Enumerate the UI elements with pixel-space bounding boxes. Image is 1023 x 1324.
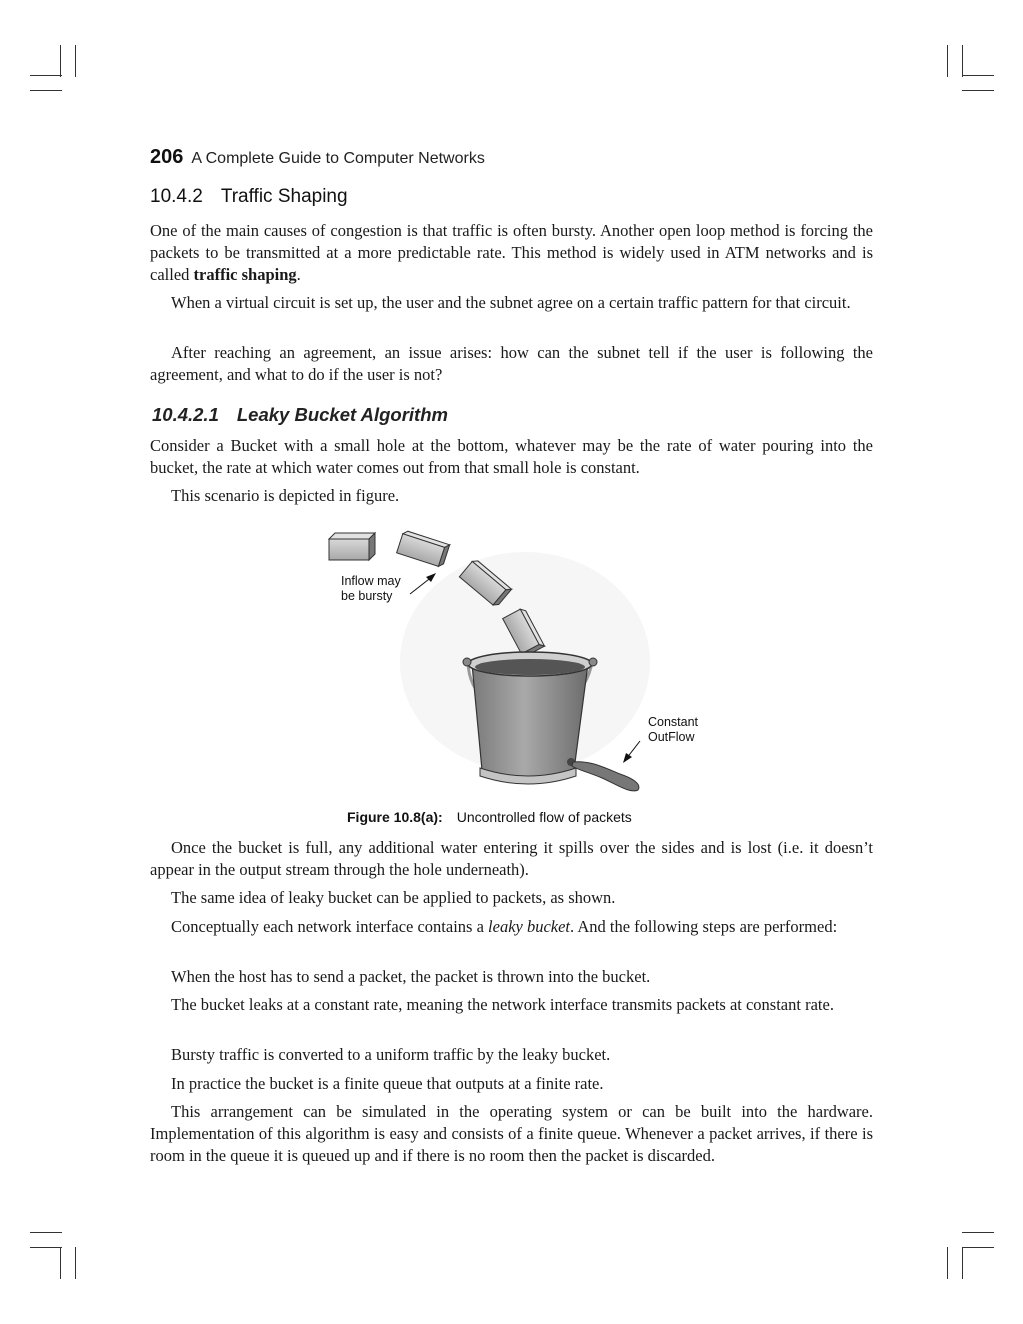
inflow-label <box>341 574 401 604</box>
section-number: 10.4.2 <box>150 186 203 207</box>
bucket-illustration <box>320 522 720 800</box>
paragraph: Consider a Bucket with a small hole at the bottom, whatever may be the rate of water pouring into the bucket, the rate at which water comes out from that small hole is constant. <box>150 436 873 477</box>
inflow-label-line: be bursty <box>341 589 393 603</box>
crop-mark <box>30 1232 62 1233</box>
paragraph-text: . <box>296 265 301 284</box>
crop-mark <box>30 1247 62 1248</box>
paragraph: This arrangement can be simulated in the operating system or can be built into the hardware. Implementation of this algorithm is easy and consists of a finite queue. Whenever a packet arrives, if there is room in the queue it is queued up and if there is no room then the packet is discarded. <box>150 1102 873 1165</box>
paragraph: The same idea of leaky bucket can be applied to packets, as shown. <box>171 888 616 907</box>
crop-mark <box>962 75 994 76</box>
crop-mark <box>947 1247 948 1279</box>
crop-mark <box>962 45 963 77</box>
crop-mark <box>962 1247 963 1279</box>
outflow-label-line: Constant <box>648 715 699 729</box>
crop-mark <box>947 45 948 77</box>
packet-1 <box>329 533 375 560</box>
subsection-heading <box>152 404 448 426</box>
italic-term: leaky bucket <box>488 917 571 936</box>
outflow-stream <box>567 758 639 791</box>
figure-number: Figure 10.8(a): <box>347 809 443 825</box>
paragraph: When the host has to send a packet, the packet is thrown into the bucket. <box>171 967 651 986</box>
paragraph-text: One of the main causes of congestion is that traffic is often bursty. Another open loop method is forcing the packets to be transmitted at a more predictable rate. This method is widely used in ATM networks and is called <box>150 221 873 284</box>
paragraph <box>150 220 873 286</box>
paragraph-text: Conceptually each network interface contains a <box>171 917 489 936</box>
packet-2 <box>397 530 450 568</box>
crop-mark <box>962 1247 994 1248</box>
section-title: Traffic Shaping <box>220 186 348 207</box>
paragraph <box>150 916 873 938</box>
leaky-bucket-figure <box>320 522 720 800</box>
section-heading <box>150 186 348 208</box>
crop-mark <box>962 1232 994 1233</box>
crop-mark <box>30 75 62 76</box>
crop-mark <box>962 90 994 91</box>
paragraph-text: . And the following steps are performed: <box>570 917 838 936</box>
bold-term: traffic shaping <box>193 265 297 284</box>
outflow-label <box>648 715 698 745</box>
paragraph: This scenario is depicted in figure. <box>171 486 400 505</box>
subsection-number: 10.4.2.1 <box>152 404 219 425</box>
page-number: 206 <box>150 146 184 168</box>
paragraph: After reaching an agreement, an issue arises: how can the subnet tell if the user is following the agreement, and what to do if the user is not? <box>150 343 873 384</box>
crop-mark <box>75 45 76 77</box>
running-title: A Complete Guide to Computer Networks <box>191 150 485 167</box>
figure-caption-text: Uncontrolled flow of packets <box>456 809 632 825</box>
paragraph: Bursty traffic is converted to a uniform traffic by the leaky bucket. <box>171 1045 611 1064</box>
paragraph: In practice the bucket is a finite queue that outputs at a finite rate. <box>171 1074 604 1093</box>
subsection-title: Leaky Bucket Algorithm <box>236 404 448 425</box>
paragraph: When a virtual circuit is set up, the user and the subnet agree on a certain traffic pattern for that circuit. <box>171 293 851 312</box>
inflow-label-line: Inflow may <box>341 574 401 588</box>
crop-mark <box>75 1247 76 1279</box>
figure-caption <box>347 809 632 825</box>
paragraph: The bucket leaks at a constant rate, meaning the network interface transmits packets at constant rate. <box>171 995 834 1014</box>
running-header <box>150 146 485 169</box>
paragraph: Once the bucket is full, any additional water entering it spills over the sides and is lost (i.e. it doesn’t appear in the output stream through the hole underneath). <box>150 838 873 879</box>
crop-mark <box>60 45 61 77</box>
outflow-arrow <box>623 741 640 763</box>
crop-mark <box>60 1247 61 1279</box>
outflow-label-line: OutFlow <box>648 730 695 744</box>
crop-mark <box>30 90 62 91</box>
